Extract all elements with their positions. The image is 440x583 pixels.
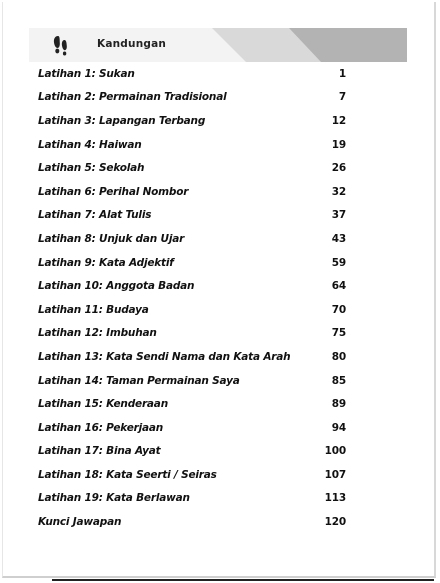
toc-entry-page-number: 120 bbox=[324, 516, 346, 529]
toc-entry bbox=[38, 62, 346, 86]
toc-entry-label: Latihan 4: Haiwan bbox=[38, 138, 142, 151]
toc-entry bbox=[38, 369, 346, 393]
toc-entry bbox=[38, 133, 346, 157]
toc-entry-label: Latihan 12: Imbuhan bbox=[38, 327, 157, 340]
toc-entry-label: Latihan 17: Bina Ayat bbox=[38, 445, 161, 458]
toc-entry bbox=[38, 510, 346, 534]
toc-entry bbox=[38, 298, 346, 322]
toc-entry-label: Latihan 16: Pekerjaan bbox=[38, 421, 164, 434]
toc-entry-page-number: 85 bbox=[331, 374, 346, 387]
toc-entry-page-number: 37 bbox=[331, 209, 346, 222]
toc-entry bbox=[38, 251, 346, 275]
toc-entry-page-number: 59 bbox=[331, 256, 346, 269]
toc-entry bbox=[38, 440, 346, 464]
toc-entry bbox=[38, 487, 346, 511]
page-title: Kandungan bbox=[97, 38, 167, 50]
toc-entry-page-number: 70 bbox=[331, 303, 346, 316]
toc-entry-page-number: 19 bbox=[331, 138, 346, 151]
toc-entry-label: Latihan 8: Unjuk dan Ujar bbox=[38, 232, 185, 245]
toc-entry-page-number: 7 bbox=[338, 91, 346, 104]
toc-entry-page-number: 100 bbox=[324, 445, 346, 458]
contents-header bbox=[29, 28, 407, 62]
toc-entry-label: Latihan 6: Perihal Nombor bbox=[38, 185, 189, 198]
toc-entry-label: Latihan 1: Sukan bbox=[38, 67, 135, 80]
footprints-logo-icon bbox=[49, 33, 73, 57]
toc-entry bbox=[38, 274, 346, 298]
toc-entry-label: Latihan 11: Budaya bbox=[38, 303, 149, 316]
toc-entry-label: Latihan 5: Sekolah bbox=[38, 162, 145, 175]
toc-entry-label: Latihan 2: Permainan Tradisional bbox=[38, 91, 227, 104]
toc-entry-page-number: 107 bbox=[324, 468, 346, 481]
toc-entry bbox=[38, 109, 346, 133]
toc-entry-label: Latihan 13: Kata Sendi Nama dan Kata Arah bbox=[38, 350, 291, 363]
toc-entry-page-number: 26 bbox=[331, 162, 346, 175]
toc-entry-page-number: 89 bbox=[331, 398, 346, 411]
toc-entry-label: Latihan 10: Anggota Badan bbox=[38, 280, 195, 293]
toc-entry bbox=[38, 86, 346, 110]
toc-entry-page-number: 113 bbox=[324, 492, 346, 505]
toc-entry bbox=[38, 322, 346, 346]
toc-entry-label: Latihan 7: Alat Tulis bbox=[38, 209, 152, 222]
toc-entry-page-number: 64 bbox=[331, 280, 346, 293]
toc-entry-label: Latihan 14: Taman Permainan Saya bbox=[38, 374, 240, 387]
toc-entry-label: Latihan 19: Kata Berlawan bbox=[38, 492, 190, 505]
toc-entry-page-number: 12 bbox=[331, 114, 346, 127]
toc-entry-page-number: 75 bbox=[331, 327, 346, 340]
toc-entry-page-number: 80 bbox=[331, 350, 346, 363]
toc-entry bbox=[38, 156, 346, 180]
toc-entry bbox=[38, 204, 346, 228]
toc-entry-label: Latihan 18: Kata Seerti / Seiras bbox=[38, 468, 217, 481]
toc-entry-page-number: 94 bbox=[331, 421, 346, 434]
bottom-rule bbox=[52, 579, 434, 581]
toc-entry-label: Latihan 15: Kenderaan bbox=[38, 398, 168, 411]
toc-entry-label: Kunci Jawapan bbox=[38, 516, 122, 529]
table-of-contents bbox=[38, 62, 346, 534]
toc-entry-label: Latihan 9: Kata Adjektif bbox=[38, 256, 174, 269]
toc-entry bbox=[38, 392, 346, 416]
toc-entry-page-number: 1 bbox=[338, 67, 346, 80]
toc-entry bbox=[38, 345, 346, 369]
toc-entry bbox=[38, 180, 346, 204]
toc-entry bbox=[38, 463, 346, 487]
toc-entry-page-number: 32 bbox=[331, 185, 346, 198]
toc-entry-page-number: 43 bbox=[331, 232, 346, 245]
toc-entry bbox=[38, 227, 346, 251]
toc-entry bbox=[38, 416, 346, 440]
toc-entry-label: Latihan 3: Lapangan Terbang bbox=[38, 114, 206, 127]
